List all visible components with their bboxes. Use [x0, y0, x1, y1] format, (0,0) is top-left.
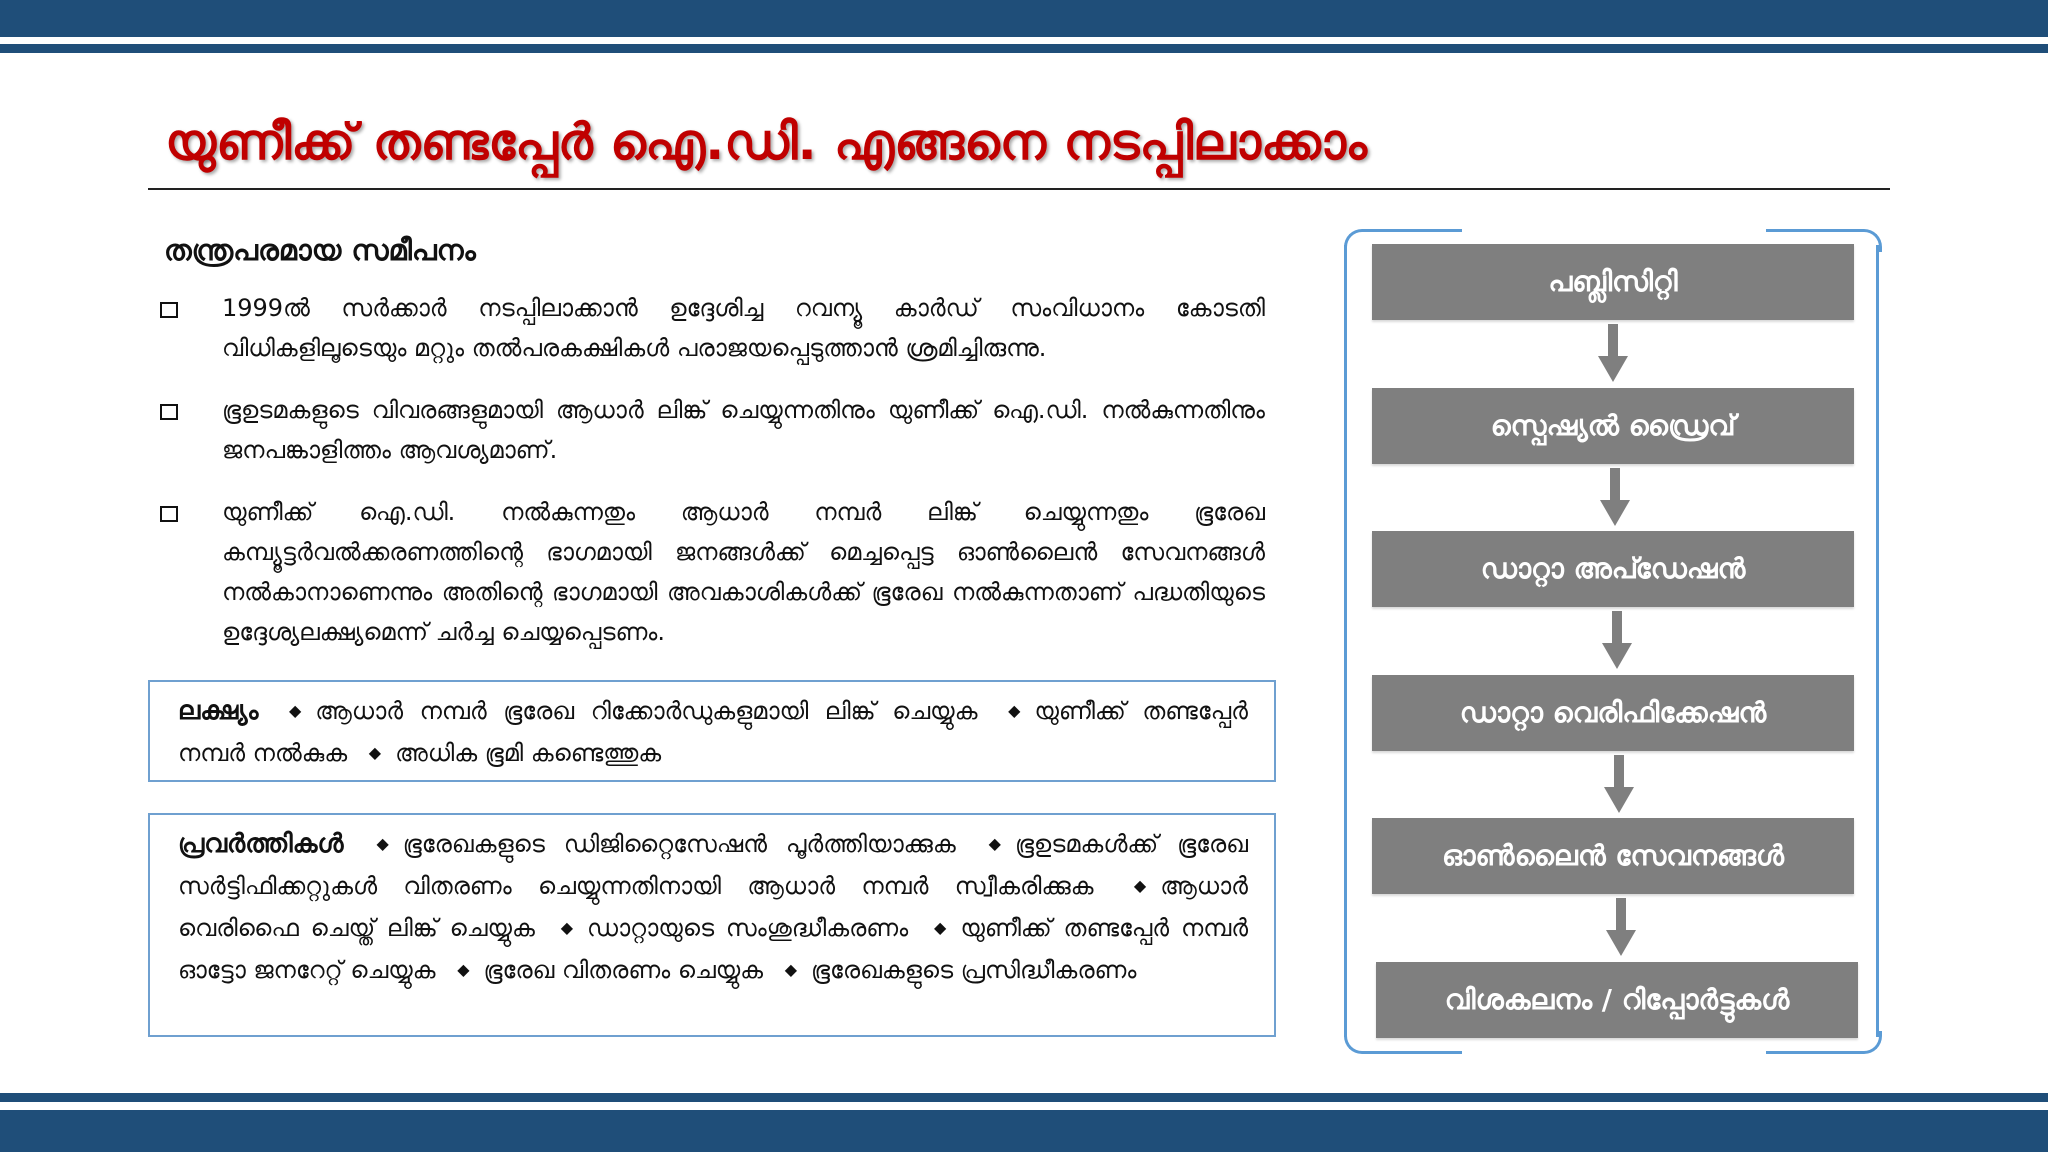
activity-item: ഭൂരേഖകളുടെ ഡിജിറ്റൈസേഷൻ പൂർത്തിയാക്കുക — [402, 830, 956, 858]
diamond-icon: ◆ — [1008, 701, 1021, 720]
diamond-icon: ◆ — [457, 960, 470, 979]
activities-box — [148, 813, 1276, 1037]
diamond-icon: ◆ — [784, 960, 798, 979]
bullet-text: 1999ൽ സർക്കാർ നടപ്പിലാക്കാൻ ഉദ്ദേശിച്ച റവന്യൂ കാർഡ് സംവിധാനം കോടതി വിധികളിലൂടെയും മറ്റും തൽപരകക്ഷികൾ പരാജയപ്പെടുത്താൻ ശ്രമിച്ചിരുന്നു. — [222, 294, 1265, 362]
activity-item: ഭൂരേഖകളുടെ പ്രസിദ്ധീകരണം — [811, 956, 1137, 984]
flow-step-data-updation: ഡാറ്റാ അപ്ഡേഷൻ — [1372, 531, 1854, 607]
down-arrow-icon — [1600, 468, 1630, 526]
diamond-icon: ◆ — [1133, 876, 1147, 895]
page-title: യുണീക്ക് തണ്ടപ്പേർ ഐ.ഡി. എങ്ങനെ നടപ്പിലാക്കാം — [165, 113, 1367, 171]
goal-box — [148, 680, 1276, 782]
goal-item: അധിക ഭൂമി കണ്ടെത്തുക — [395, 739, 662, 767]
bullet-item — [160, 390, 1265, 470]
checkbox-bullet-icon — [160, 506, 178, 522]
top-stripe — [0, 44, 2048, 53]
activity-item: ഭൂരേഖ വിതരണം ചെയ്യുക — [483, 956, 764, 984]
down-arrow-icon — [1604, 755, 1634, 813]
flow-step-special-drive: സ്പെഷ്യൽ ഡ്രൈവ് — [1372, 388, 1854, 464]
activities-label: പ്രവർത്തികൾ — [178, 829, 344, 859]
title-divider — [148, 188, 1890, 190]
bullet-item — [160, 492, 1265, 652]
diamond-icon: ◆ — [560, 918, 574, 937]
top-band — [0, 0, 2048, 37]
flow-step-publicity: പബ്ലിസിറ്റി — [1372, 244, 1854, 320]
flow-step-analysis-reports: വിശകലനം / റിപ്പോർട്ടുകൾ — [1376, 962, 1858, 1038]
diamond-icon: ◆ — [934, 918, 947, 937]
activity-item: ഭൂഉടമകൾക്ക് ഭൂരേഖ സർട്ടിഫിക്കറ്റുകൾ വിതരണം ചെയ്യുന്നതിനായി ആധാർ നമ്പർ സ്വീകരിക്കുക — [178, 830, 1248, 900]
checkbox-bullet-icon — [160, 302, 178, 318]
goal-item: ആധാർ നമ്പർ ഭൂരേഖ റിക്കോർഡുകളുമായി ലിങ്ക് ചെയ്യുക — [315, 697, 978, 725]
down-arrow-icon — [1598, 324, 1628, 382]
bullet-text: യുണീക്ക് ഐ.ഡി. നൽകുന്നതും ആധാർ നമ്പർ ലിങ്ക് ചെയ്യുന്നതും ഭൂരേഖ കമ്പ്യൂട്ടർവൽക്കരണത്തിന്റെ ഭാഗമായി ജനങ്ങൾക്ക് മെച്ചപ്പെട്ട ഓൺലൈൻ സേവനങ്ങൾ നൽകാനാണെന്നും അതിന്റെ ഭാഗമായി അവകാശികൾക്ക് ഭൂരേഖ നൽകുന്നതാണ് പദ്ധതിയുടെ ഉദ്ദേശ്യലക്ഷ്യമെന്ന് ചർച്ച ചെയ്യപ്പെടണം. — [222, 498, 1265, 646]
activity-item: ഡാറ്റായുടെ സംശുദ്ധീകരണം — [587, 914, 909, 942]
section-heading: തന്ത്രപരമായ സമീപനം — [164, 233, 476, 267]
activity-item: ആധാർ വെരിഫൈ ചെയ്ത് ലിങ്ക് ചെയ്യുക — [178, 872, 1248, 942]
bullet-list — [160, 288, 1265, 674]
checkbox-bullet-icon — [160, 404, 178, 420]
bullet-text: ഭൂഉടമകളുടെ വിവരങ്ങളുമായി ആധാർ ലിങ്ക് ചെയ്യുന്നതിനും യുണീക്ക് ഐ.ഡി. നൽകുന്നതിനും ജനപങ്കാളിത്തം ആവശ്യമാണ്. — [222, 396, 1265, 464]
flow-frame-side — [1344, 245, 1347, 1037]
flow-step-data-verification: ഡാറ്റാ വെരിഫിക്കേഷൻ — [1372, 675, 1854, 751]
bottom-stripe — [0, 1093, 2048, 1102]
goal-item: യുണീക്ക് തണ്ടപ്പേർ നമ്പർ നൽകുക — [178, 697, 1248, 767]
down-arrow-icon — [1606, 898, 1636, 956]
diamond-icon: ◆ — [376, 834, 389, 853]
flow-step-online-services: ഓൺലൈൻ സേവനങ്ങൾ — [1372, 818, 1854, 894]
activity-item: യുണീക്ക് തണ്ടപ്പേർ നമ്പർ ഓട്ടോ ജനറേറ്റ് ചെയ്യുക — [178, 914, 1248, 984]
diamond-icon: ◆ — [988, 834, 1001, 853]
bullet-item — [160, 288, 1265, 368]
goal-label: ലക്ഷ്യം — [178, 696, 259, 726]
diamond-icon: ◆ — [288, 701, 302, 720]
flow-frame-side — [1876, 245, 1879, 1037]
bottom-band — [0, 1110, 2048, 1152]
diamond-icon: ◆ — [368, 743, 382, 762]
down-arrow-icon — [1602, 611, 1632, 669]
